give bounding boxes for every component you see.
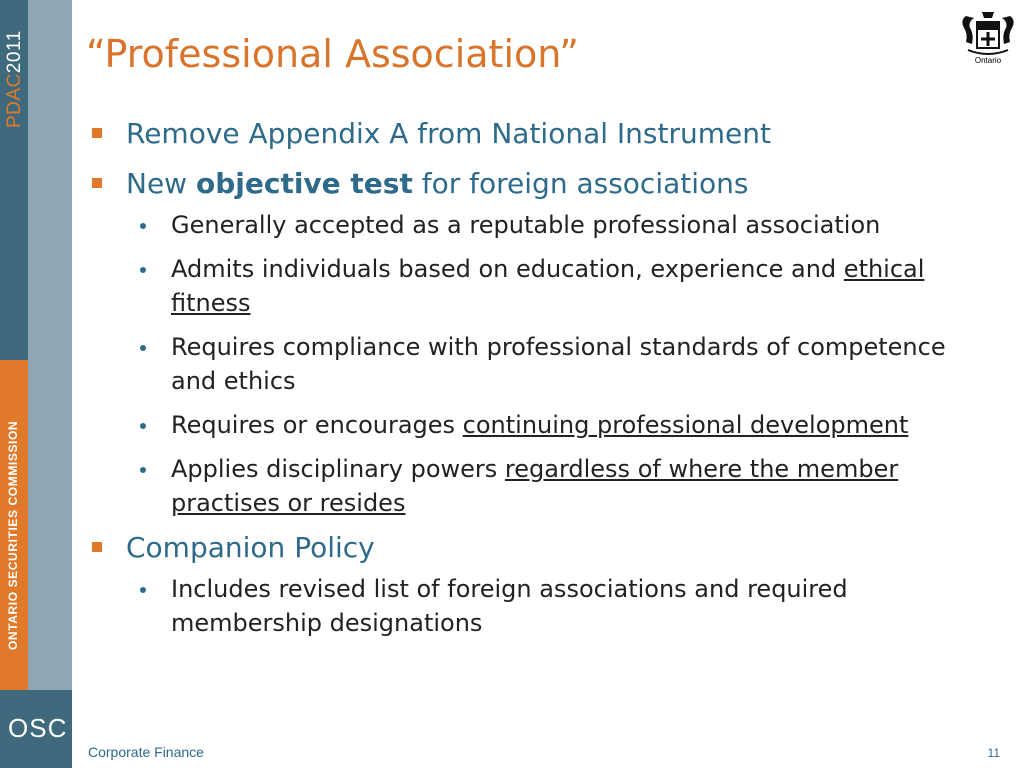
bullet-remove-appendix: [88, 116, 998, 152]
sub-bullet-compliance: [88, 330, 998, 398]
footer-section-label: Corporate Finance: [88, 744, 204, 760]
sub-bullet-underlined: regardless of where the member practises or resides: [171, 455, 899, 517]
slide-content: [88, 116, 998, 650]
dot-bullet-icon: [140, 267, 146, 273]
bullet-text-pre: New: [126, 167, 196, 200]
sub-bullet-reputable: [88, 208, 998, 242]
sub-bullet-text: Generally accepted as a reputable professional association: [171, 211, 881, 239]
pdac-part2: 2011: [4, 30, 25, 74]
bullet-text: Companion Policy: [126, 531, 375, 564]
sub-bullet-underlined: ethical fitness: [171, 255, 925, 317]
sub-bullet-text-pre: Applies disciplinary powers: [171, 455, 505, 483]
sub-bullet-text-pre: Requires or encourages: [171, 411, 463, 439]
dot-bullet-icon: [140, 223, 146, 229]
sub-bullet-revised-list: [88, 572, 998, 640]
bullet-text-bold: objective test: [195, 167, 413, 200]
square-bullet-icon: [92, 178, 102, 188]
pdac-part1: PDAC: [4, 73, 25, 128]
page-number: 11: [987, 746, 1000, 760]
bullet-objective-test: [88, 166, 998, 202]
dot-bullet-icon: [140, 345, 146, 351]
sub-bullet-disciplinary: [88, 452, 998, 520]
commission-label: ONTARIO SECURITIES COMMISSION: [6, 420, 20, 650]
square-bullet-icon: [92, 542, 102, 552]
dot-bullet-icon: [140, 423, 146, 429]
crest-label: Ontario: [974, 56, 1002, 65]
bullet-companion-policy: [88, 530, 998, 566]
sub-bullet-admits: [88, 252, 998, 320]
pdac-label: [4, 30, 26, 128]
osc-logo: OSC: [8, 713, 68, 743]
bullet-text-post: for foreign associations: [412, 167, 749, 200]
sub-bullet-underlined: continuing professional development: [462, 411, 909, 439]
slide-title: “Professional Association”: [86, 32, 579, 76]
sub-bullet-text: Includes revised list of foreign associations and required membership designations: [171, 575, 848, 637]
dot-bullet-icon: [140, 587, 146, 593]
sub-bullet-text-pre: Admits individuals based on education, experience and: [171, 255, 844, 283]
square-bullet-icon: [92, 128, 102, 138]
sub-bullet-text: Requires compliance with professional standards of competence and ethics: [171, 333, 946, 395]
bullet-text: Remove Appendix A from National Instrument: [126, 117, 771, 150]
sub-bullet-continuing: [88, 408, 998, 442]
left-sidebar: [0, 0, 72, 768]
dot-bullet-icon: [140, 467, 146, 473]
